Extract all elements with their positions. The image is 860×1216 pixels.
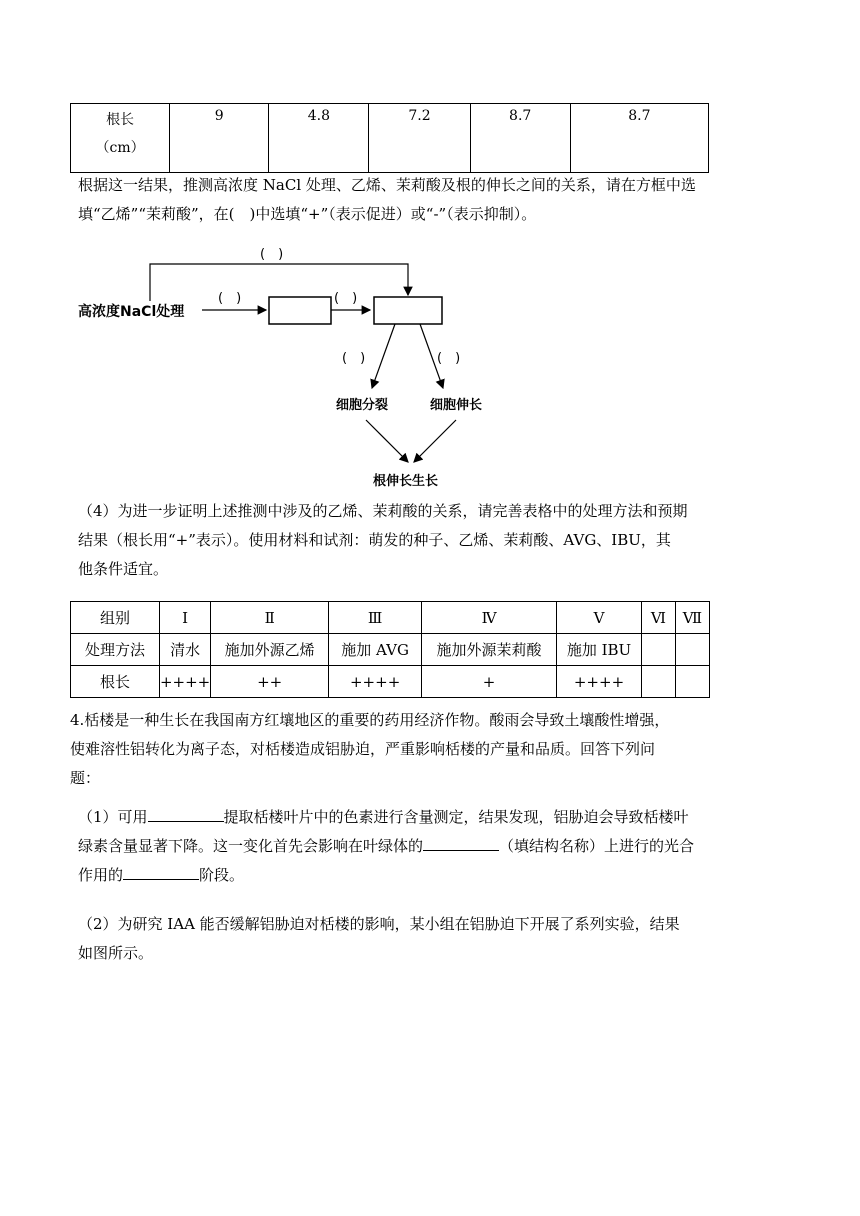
text-line: 填“乙烯”“茉莉酸”，在( )中选填“+”（表示促进）或“-”（表示抑制）。 bbox=[78, 205, 537, 223]
growth-label: 根伸长生长 bbox=[373, 474, 439, 489]
table-cell: 组别 bbox=[71, 602, 160, 634]
paren-1: ( ) bbox=[218, 291, 242, 306]
table-cell: 7.2 bbox=[369, 104, 470, 173]
table-cell: Ⅶ bbox=[675, 602, 709, 634]
start-label: 高浓度NaCl处理 bbox=[78, 304, 185, 320]
table-cell: Ⅱ bbox=[211, 602, 329, 634]
table-cell: 4.8 bbox=[269, 104, 369, 173]
paren-2: ( ) bbox=[334, 291, 358, 306]
table-cell: 8.7 bbox=[570, 104, 708, 173]
table-row bbox=[71, 104, 709, 173]
text-line: （4）为进一步证明上述推测中涉及的乙烯、茉莉酸的关系，请完善表格中的处理方法和预期 bbox=[78, 502, 688, 520]
table-cell: Ⅲ bbox=[329, 602, 422, 634]
table-cell: 清水 bbox=[159, 634, 210, 666]
question-4-1 bbox=[78, 803, 788, 890]
arrow-to-division bbox=[372, 324, 395, 388]
answer-blank[interactable] bbox=[148, 807, 224, 822]
arrow-division-to-growth bbox=[366, 420, 408, 462]
table-cell: 施加 IBU bbox=[557, 634, 642, 666]
table-row bbox=[71, 602, 710, 634]
table-cell: 施加 AVG bbox=[329, 634, 422, 666]
paren-3: ( ) bbox=[342, 351, 366, 366]
text-line: 他条件适宜。 bbox=[78, 560, 169, 578]
text-line bbox=[78, 832, 788, 861]
text-line bbox=[78, 803, 788, 832]
table-cell: 处理方法 bbox=[71, 634, 160, 666]
question-4 bbox=[70, 706, 780, 793]
top-arrow bbox=[150, 264, 408, 301]
question-4-2 bbox=[78, 910, 788, 968]
answer-cell[interactable] bbox=[675, 666, 709, 698]
table-cell: 9 bbox=[170, 104, 269, 173]
text-line: 如图所示。 bbox=[78, 944, 154, 962]
text-line: 使难溶性铝转化为离子态，对栝楼造成铝胁迫，严重影响栝楼的产量和品质。回答下列问 bbox=[70, 740, 656, 758]
relationship-diagram bbox=[70, 238, 530, 498]
paren-top: ( ) bbox=[260, 247, 284, 262]
text-line: 题： bbox=[70, 769, 101, 787]
arrow-elongation-to-growth bbox=[414, 420, 456, 462]
text-line bbox=[78, 861, 788, 890]
table-row bbox=[71, 634, 710, 666]
answer-blank[interactable] bbox=[423, 836, 499, 851]
table-cell: ++++ bbox=[159, 666, 210, 698]
table-cell: ++++ bbox=[557, 666, 642, 698]
text: （1）可用 bbox=[78, 808, 148, 826]
label-line1: 根长 bbox=[106, 112, 135, 128]
table-cell: Ⅰ bbox=[159, 602, 210, 634]
text-line: 根据这一结果，推测高浓度 NaCl 处理、乙烯、茉莉酸及根的伸长之间的关系，请在方框中选 bbox=[78, 176, 696, 194]
table-cell: ++++ bbox=[329, 666, 422, 698]
question-4-4 bbox=[78, 497, 778, 584]
answer-box-1[interactable] bbox=[269, 297, 331, 324]
elongation-label: 细胞伸长 bbox=[430, 398, 483, 413]
experiment-table bbox=[70, 601, 710, 698]
text: 作用的 bbox=[78, 866, 124, 884]
answer-cell[interactable] bbox=[641, 666, 675, 698]
instruction-paragraph bbox=[78, 171, 778, 229]
table-cell: 施加外源乙烯 bbox=[211, 634, 329, 666]
table-cell: 8.7 bbox=[470, 104, 570, 173]
division-label: 细胞分裂 bbox=[336, 398, 389, 413]
text: 阶段。 bbox=[199, 866, 245, 884]
table-cell: Ⅵ bbox=[641, 602, 675, 634]
table-cell: 施加外源茉莉酸 bbox=[422, 634, 557, 666]
paren-4: ( ) bbox=[437, 351, 461, 366]
table-cell: 根长 bbox=[71, 666, 160, 698]
text: （填结构名称）上进行的光合 bbox=[499, 837, 695, 855]
text-line: 结果（根长用“+”表示）。使用材料和试剂：萌发的种子、乙烯、茉莉酸、AVG、IBU，其 bbox=[78, 531, 671, 549]
text: 绿素含量显著下降。这一变化首先会影响在叶绿体的 bbox=[78, 837, 424, 855]
table-cell: + bbox=[422, 666, 557, 698]
table-cell: Ⅳ bbox=[422, 602, 557, 634]
root-length-table bbox=[70, 103, 709, 173]
table-row bbox=[71, 666, 710, 698]
answer-cell[interactable] bbox=[641, 634, 675, 666]
row-label bbox=[71, 104, 170, 173]
answer-cell[interactable] bbox=[675, 634, 709, 666]
text-line: 4.栝楼是一种生长在我国南方红壤地区的重要的药用经济作物。酸雨会导致土壤酸性增强， bbox=[70, 711, 670, 729]
label-line2: （cm） bbox=[95, 140, 145, 156]
table-cell: Ⅴ bbox=[557, 602, 642, 634]
answer-blank[interactable] bbox=[123, 865, 199, 880]
text-line: （2）为研究 IAA 能否缓解铝胁迫对栝楼的影响，某小组在铝胁迫下开展了系列实验，结果 bbox=[78, 915, 680, 933]
text: 提取栝楼叶片中的色素进行含量测定，结果发现，铝胁迫会导致栝楼叶 bbox=[223, 808, 689, 826]
table-cell: ++ bbox=[211, 666, 329, 698]
answer-box-2[interactable] bbox=[374, 297, 442, 324]
